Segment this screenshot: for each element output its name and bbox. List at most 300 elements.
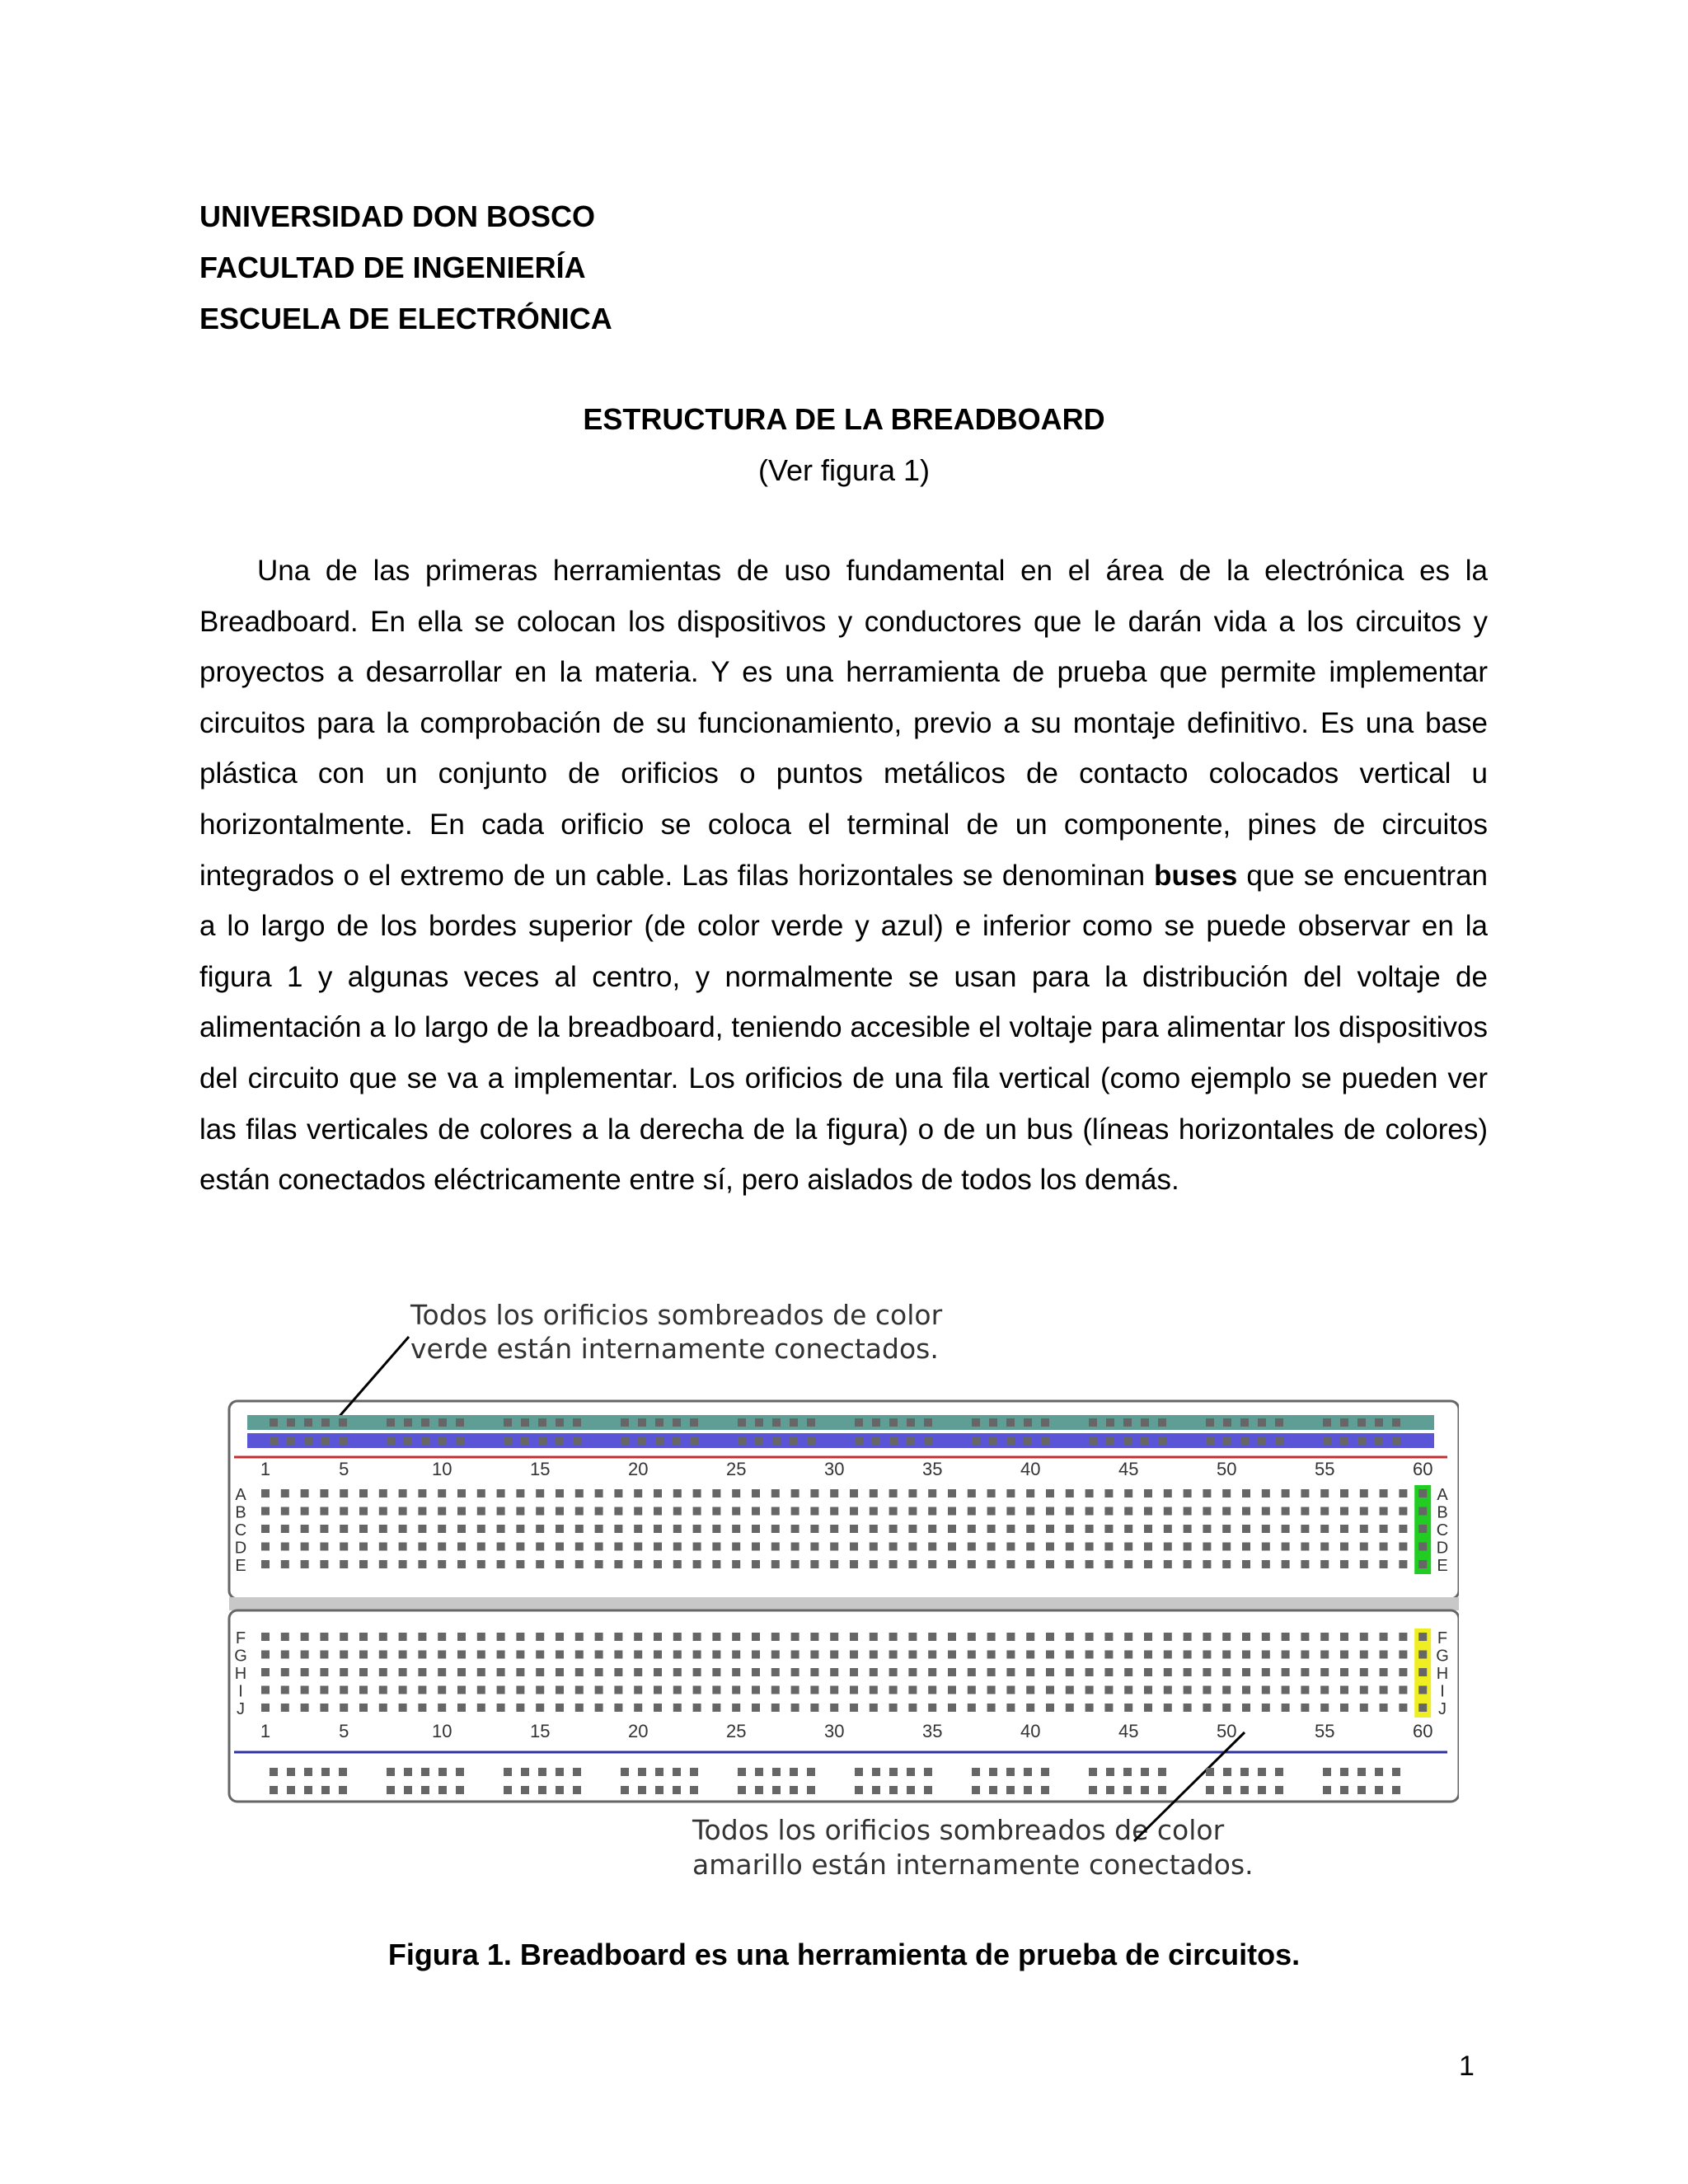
column-number-top: 55: [1314, 1459, 1335, 1479]
page-number: 1: [1459, 2050, 1475, 2082]
terminal-bottom-hole: [771, 1668, 780, 1676]
terminal-bottom-hole: [556, 1651, 564, 1659]
terminal-top-hole: [1340, 1507, 1348, 1516]
terminal-bottom-hole: [908, 1651, 917, 1659]
terminal-top-hole: [771, 1560, 780, 1568]
bus-top-blue-hole: [1206, 1436, 1214, 1445]
bus-bottom-1-hole: [655, 1768, 663, 1776]
terminal-top-hole: [1262, 1543, 1270, 1551]
terminal-top-hole: [1085, 1560, 1094, 1568]
terminal-top-hole: [1301, 1507, 1309, 1516]
terminal-bottom-hole: [1184, 1651, 1192, 1659]
terminal-bottom-hole: [1085, 1633, 1094, 1641]
terminal-top-hole: [889, 1543, 898, 1551]
terminal-top-hole: [732, 1560, 740, 1568]
terminal-bottom-hole: [1222, 1686, 1231, 1694]
bus-top-green-hole: [855, 1418, 863, 1427]
terminal-bottom-hole: [693, 1633, 701, 1641]
bus-bottom-2-hole: [807, 1786, 815, 1794]
terminal-top-hole: [693, 1560, 701, 1568]
terminal-top-hole: [1222, 1525, 1231, 1533]
figure-caption: Figura 1. Breadboard es una herramienta de prueba de circuitos.: [387, 1938, 1301, 1971]
terminal-bottom-hole: [908, 1704, 917, 1712]
terminal-bottom-hole: [457, 1668, 466, 1676]
bus-bottom-1-hole: [321, 1768, 330, 1776]
bus-top-green-hole: [1340, 1418, 1348, 1427]
terminal-bottom-hole: [889, 1633, 898, 1641]
bus-bottom-2-hole: [673, 1786, 681, 1794]
terminal-bottom-hole: [693, 1686, 701, 1694]
terminal-bottom-row-letter-left: I: [238, 1682, 243, 1701]
terminal-bottom-hole: [281, 1651, 289, 1659]
terminal-bottom-row-letter-right: F: [1437, 1629, 1448, 1647]
terminal-top-row-letter-right: C: [1436, 1521, 1449, 1540]
terminal-top-hole: [791, 1525, 799, 1533]
terminal-top-hole: [1399, 1507, 1407, 1516]
column-number-top: 5: [339, 1459, 349, 1479]
terminal-bottom-hole: [791, 1668, 799, 1676]
terminal-bottom-hole: [1301, 1633, 1309, 1641]
terminal-bottom-hole: [1320, 1704, 1329, 1712]
board-top-outline: [229, 1401, 1459, 1599]
terminal-top-hole: [1340, 1525, 1348, 1533]
terminal-top-hole: [1164, 1560, 1172, 1568]
bus-bottom-2-hole: [855, 1786, 863, 1794]
terminal-top-hole: [418, 1560, 426, 1568]
bus-top-blue-hole: [972, 1436, 980, 1445]
bus-bottom-2-hole: [270, 1786, 278, 1794]
bus-bottom-1-hole: [287, 1768, 295, 1776]
terminal-bottom-hole: [497, 1704, 505, 1712]
terminal-bottom-hole: [1399, 1686, 1407, 1694]
terminal-top-hole: [1066, 1543, 1074, 1551]
terminal-bottom-hole: [1320, 1651, 1329, 1659]
terminal-top-hole: [359, 1507, 368, 1516]
terminal-top-hole: [732, 1525, 740, 1533]
terminal-top-hole: [1360, 1525, 1368, 1533]
terminal-top-hole: [987, 1507, 996, 1516]
bus-top-blue-hole: [1275, 1436, 1283, 1445]
bus-bottom-1-hole: [1357, 1768, 1366, 1776]
terminal-bottom-hole: [1144, 1668, 1152, 1676]
terminal-top-hole: [379, 1525, 387, 1533]
column-number-bottom: 10: [431, 1721, 452, 1741]
terminal-bottom-hole: [340, 1633, 348, 1641]
column-number-bottom: 55: [1314, 1721, 1335, 1741]
terminal-top-row-letter-left: E: [235, 1557, 246, 1575]
terminal-top-hole: [634, 1489, 642, 1497]
terminal-bottom-hole: [1046, 1704, 1054, 1712]
bus-top-green-hole: [538, 1418, 546, 1427]
bus-top-green-hole: [1392, 1418, 1400, 1427]
terminal-bottom-hole: [301, 1633, 309, 1641]
terminal-bottom-hole: [1301, 1704, 1309, 1712]
terminal-top-hole: [399, 1507, 407, 1516]
bus-bottom-2-hole: [772, 1786, 781, 1794]
terminal-bottom-hole: [712, 1668, 720, 1676]
bus-bottom-2-hole: [972, 1786, 980, 1794]
terminal-top-hole: [516, 1507, 524, 1516]
terminal-top-hole: [1340, 1543, 1348, 1551]
terminal-top-row-letter-right: B: [1437, 1503, 1448, 1522]
terminal-bottom-hole: [536, 1633, 544, 1641]
terminal-top-hole: [1320, 1560, 1329, 1568]
terminal-bottom-hole: [928, 1651, 936, 1659]
bus-top-blue-hole: [889, 1436, 898, 1445]
terminal-top-hole: [948, 1507, 956, 1516]
bus-bottom-2-hole: [1240, 1786, 1249, 1794]
terminal-bottom-hole: [634, 1651, 642, 1659]
terminal-bottom-hole: [1380, 1704, 1388, 1712]
university-name: UNIVERSIDAD DON BOSCO: [199, 199, 596, 233]
terminal-bottom-hole: [1360, 1651, 1368, 1659]
bus-top-green-hole: [573, 1418, 581, 1427]
terminal-top-hole: [497, 1525, 505, 1533]
terminal-top-hole: [1026, 1543, 1034, 1551]
terminal-top-hole: [693, 1489, 701, 1497]
terminal-top-hole: [1222, 1543, 1231, 1551]
bus-top-green-hole: [521, 1418, 529, 1427]
terminal-bottom-hole: [1006, 1704, 1015, 1712]
bus-bottom-2-hole: [755, 1786, 763, 1794]
terminal-top-hole: [968, 1507, 976, 1516]
column-number-bottom: 30: [823, 1721, 845, 1741]
terminal-bottom-hole: [1026, 1704, 1034, 1712]
terminal-top-hole: [1026, 1560, 1034, 1568]
bus-top-green-hole: [621, 1418, 629, 1427]
terminal-bottom-hole: [752, 1704, 760, 1712]
terminal-top-hole: [1320, 1525, 1329, 1533]
bus-top-blue-hole: [538, 1436, 546, 1445]
terminal-top-hole: [1184, 1543, 1192, 1551]
terminal-top-hole: [850, 1525, 858, 1533]
terminal-bottom-hole: [1085, 1704, 1094, 1712]
terminal-top-hole: [281, 1489, 289, 1497]
terminal-top-hole: [870, 1507, 878, 1516]
bus-bottom-1-hole: [1041, 1768, 1049, 1776]
bus-bottom-2-hole: [538, 1786, 546, 1794]
document-title: ESTRUCTURA DE LA BREADBOARD: [583, 402, 1105, 436]
bus-top-green-hole: [387, 1418, 395, 1427]
terminal-bottom-hole: [928, 1633, 936, 1641]
terminal-top-hole: [281, 1507, 289, 1516]
terminal-top-hole: [1380, 1543, 1388, 1551]
terminal-top-hole: [261, 1543, 270, 1551]
terminal-bottom-hole: [556, 1686, 564, 1694]
terminal-bottom-hole: [457, 1651, 466, 1659]
terminal-bottom-hole: [948, 1686, 956, 1694]
bus-top-green-hole: [456, 1418, 464, 1427]
terminal-bottom-hole: [810, 1651, 818, 1659]
terminal-bottom-hole: [1085, 1651, 1094, 1659]
terminal-top-hole: [732, 1543, 740, 1551]
bus-top-green-hole: [1089, 1418, 1097, 1427]
terminal-top-hole: [968, 1525, 976, 1533]
bus-bottom-1-hole: [1275, 1768, 1283, 1776]
terminal-bottom-hole: [1340, 1704, 1348, 1712]
terminal-top-hole: [1124, 1507, 1132, 1516]
bus-bottom-1-hole: [1323, 1768, 1331, 1776]
terminal-top-hole: [614, 1560, 622, 1568]
terminal-top-hole: [1399, 1525, 1407, 1533]
terminal-top-hole: [1066, 1560, 1074, 1568]
terminal-top-hole: [810, 1543, 818, 1551]
terminal-top-hole: [771, 1489, 780, 1497]
terminal-bottom-hole: [830, 1633, 838, 1641]
terminal-top-hole: [987, 1560, 996, 1568]
terminal-top-hole: [1418, 1560, 1427, 1568]
terminal-top-hole: [320, 1525, 328, 1533]
terminal-top-hole: [1144, 1507, 1152, 1516]
terminal-top-hole: [830, 1525, 838, 1533]
bus-top-blue-hole: [304, 1436, 312, 1445]
terminal-bottom-hole: [1360, 1686, 1368, 1694]
terminal-bottom-hole: [379, 1633, 387, 1641]
terminal-top-hole: [987, 1525, 996, 1533]
terminal-top-hole: [418, 1543, 426, 1551]
bus-top-green-hole: [1006, 1418, 1015, 1427]
terminal-bottom-hole: [928, 1686, 936, 1694]
terminal-top-hole: [1203, 1543, 1211, 1551]
bus-top-blue-hole: [556, 1436, 564, 1445]
terminal-top-hole: [1066, 1507, 1074, 1516]
terminal-top-hole: [497, 1543, 505, 1551]
bus-top-blue-hole: [1006, 1436, 1015, 1445]
terminal-bottom-hole: [870, 1633, 878, 1641]
terminal-top-hole: [614, 1489, 622, 1497]
terminal-bottom-hole: [1262, 1704, 1270, 1712]
terminal-bottom-hole: [968, 1668, 976, 1676]
terminal-bottom-hole: [1282, 1704, 1290, 1712]
terminal-bottom-hole: [968, 1633, 976, 1641]
terminal-top-hole: [1262, 1489, 1270, 1497]
bus-top-blue-hole: [339, 1436, 347, 1445]
terminal-bottom-hole: [1006, 1633, 1015, 1641]
terminal-top-hole: [536, 1525, 544, 1533]
terminal-top-hole: [359, 1543, 368, 1551]
bus-bottom-2-hole: [638, 1786, 646, 1794]
terminal-bottom-hole: [1320, 1633, 1329, 1641]
terminal-top-hole: [477, 1543, 485, 1551]
terminal-top-hole: [1144, 1543, 1152, 1551]
terminal-bottom-hole: [968, 1686, 976, 1694]
terminal-bottom-hole: [673, 1686, 682, 1694]
terminal-bottom-hole: [438, 1651, 446, 1659]
terminal-top-hole: [968, 1543, 976, 1551]
bus-top-green-hole: [1024, 1418, 1032, 1427]
bus-top-blue-hole: [1024, 1436, 1032, 1445]
terminal-top-hole: [575, 1489, 584, 1497]
terminal-bottom-hole: [614, 1633, 622, 1641]
bus-bottom-2-hole: [738, 1786, 746, 1794]
terminal-top-hole: [595, 1489, 603, 1497]
terminal-bottom-hole: [830, 1686, 838, 1694]
bus-top-blue-hole: [421, 1436, 429, 1445]
terminal-bottom-hole: [948, 1704, 956, 1712]
terminal-bottom-hole: [1104, 1633, 1113, 1641]
terminal-top-hole: [870, 1560, 878, 1568]
terminal-top-hole: [1380, 1507, 1388, 1516]
bus-bottom-2-hole: [573, 1786, 581, 1794]
column-number-bottom: 35: [921, 1721, 943, 1741]
terminal-bottom-hole: [908, 1633, 917, 1641]
column-number-bottom: 1: [260, 1721, 271, 1741]
terminal-bottom-hole: [379, 1668, 387, 1676]
column-number-top: 35: [921, 1459, 943, 1479]
terminal-top-hole: [1006, 1489, 1015, 1497]
terminal-bottom-hole: [968, 1704, 976, 1712]
bus-bottom-1-hole: [790, 1768, 798, 1776]
terminal-bottom-hole: [1282, 1633, 1290, 1641]
terminal-bottom-hole: [418, 1651, 426, 1659]
terminal-bottom-hole: [1399, 1668, 1407, 1676]
terminal-top-hole: [752, 1489, 760, 1497]
terminal-bottom-hole: [1085, 1686, 1094, 1694]
terminal-top-hole: [673, 1525, 682, 1533]
bus-top-green-hole: [738, 1418, 746, 1427]
bus-bottom-2-hole: [889, 1786, 898, 1794]
terminal-bottom-hole: [614, 1651, 622, 1659]
terminal-top-hole: [418, 1507, 426, 1516]
terminal-top-hole: [1066, 1525, 1074, 1533]
terminal-top-hole: [1301, 1543, 1309, 1551]
terminal-bottom-hole: [1242, 1704, 1250, 1712]
terminal-bottom-hole: [752, 1651, 760, 1659]
terminal-bottom-hole: [1184, 1668, 1192, 1676]
terminal-top-hole: [1085, 1489, 1094, 1497]
terminal-top-hole: [477, 1525, 485, 1533]
terminal-top-hole: [497, 1489, 505, 1497]
terminal-bottom-hole: [477, 1651, 485, 1659]
terminal-bottom-hole: [1184, 1686, 1192, 1694]
terminal-bottom-hole: [654, 1633, 662, 1641]
bus-top-blue-hole: [738, 1436, 746, 1445]
terminal-bottom-hole: [1282, 1686, 1290, 1694]
terminal-bottom-hole: [1340, 1651, 1348, 1659]
bus-top-green-hole: [1106, 1418, 1114, 1427]
terminal-top-hole: [1301, 1525, 1309, 1533]
terminal-bottom-hole: [850, 1668, 858, 1676]
terminal-top-hole: [771, 1525, 780, 1533]
terminal-top-hole: [634, 1543, 642, 1551]
terminal-top-hole: [987, 1543, 996, 1551]
terminal-top-hole: [634, 1507, 642, 1516]
bus-bottom-2-hole: [1357, 1786, 1366, 1794]
terminal-bottom-hole: [1124, 1686, 1132, 1694]
terminal-top-hole: [1320, 1543, 1329, 1551]
terminal-bottom-hole: [575, 1668, 584, 1676]
terminal-top-hole: [340, 1525, 348, 1533]
terminal-top-hole: [1222, 1560, 1231, 1568]
bus-top-blue-hole: [287, 1436, 295, 1445]
terminal-top-hole: [1282, 1543, 1290, 1551]
terminal-bottom-hole: [516, 1633, 524, 1641]
terminal-top-hole: [497, 1507, 505, 1516]
terminal-top-hole: [359, 1525, 368, 1533]
terminal-bottom-hole: [1222, 1633, 1231, 1641]
bus-bottom-1-hole: [1223, 1768, 1231, 1776]
terminal-bottom-hole: [1418, 1651, 1427, 1659]
terminal-top-hole: [1046, 1560, 1054, 1568]
terminal-bottom-hole: [1380, 1651, 1388, 1659]
bus-bottom-1-hole: [1141, 1768, 1149, 1776]
terminal-top-hole: [654, 1507, 662, 1516]
bus-bottom-1-hole: [872, 1768, 880, 1776]
bus-bottom-1-hole: [989, 1768, 997, 1776]
terminal-bottom-hole: [889, 1686, 898, 1694]
terminal-top-hole: [1222, 1507, 1231, 1516]
terminal-bottom-hole: [654, 1704, 662, 1712]
bus-top-blue-hole: [573, 1436, 581, 1445]
terminal-top-hole: [477, 1560, 485, 1568]
terminal-bottom-hole: [1418, 1633, 1427, 1641]
bus-top-blue-hole: [655, 1436, 663, 1445]
terminal-bottom-hole: [614, 1704, 622, 1712]
bus-top-green-hole: [304, 1418, 312, 1427]
terminal-bottom-hole: [850, 1704, 858, 1712]
bus-top-blue-hole: [1041, 1436, 1049, 1445]
terminal-top-hole: [1380, 1560, 1388, 1568]
terminal-bottom-hole: [889, 1668, 898, 1676]
column-number-bottom: 60: [1412, 1721, 1433, 1741]
bus-bottom-1-hole: [673, 1768, 681, 1776]
bus-bottom-2-hole: [438, 1786, 447, 1794]
terminal-bottom-hole: [752, 1668, 760, 1676]
terminal-bottom-hole: [889, 1704, 898, 1712]
bus-bottom-2-hole: [1158, 1786, 1166, 1794]
terminal-bottom-hole: [399, 1704, 407, 1712]
terminal-bottom-hole: [1144, 1651, 1152, 1659]
terminal-top-hole: [870, 1489, 878, 1497]
bus-top-green-hole: [1275, 1418, 1283, 1427]
terminal-top-hole: [1418, 1507, 1427, 1516]
terminal-top-hole: [771, 1543, 780, 1551]
annotation-bottom-line-1: Todos los orificios sombreados de color: [692, 1814, 1225, 1846]
bus-top-blue-hole: [989, 1436, 997, 1445]
bus-bottom-1-hole: [1106, 1768, 1114, 1776]
bus-top-blue-hole: [924, 1436, 932, 1445]
bus-top-green-hole: [673, 1418, 681, 1427]
terminal-top-hole: [752, 1525, 760, 1533]
terminal-top-hole: [1184, 1507, 1192, 1516]
terminal-bottom-hole: [634, 1633, 642, 1641]
terminal-top-hole: [359, 1560, 368, 1568]
terminal-bottom-hole: [732, 1651, 740, 1659]
terminal-top-hole: [1203, 1507, 1211, 1516]
terminal-bottom-hole: [752, 1633, 760, 1641]
bus-top-blue-hole: [673, 1436, 681, 1445]
terminal-bottom-hole: [575, 1686, 584, 1694]
terminal-bottom-hole: [712, 1651, 720, 1659]
terminal-top-hole: [1164, 1525, 1172, 1533]
column-number-top: 40: [1020, 1459, 1041, 1479]
terminal-top-hole: [1222, 1489, 1231, 1497]
terminal-top-hole: [830, 1489, 838, 1497]
terminal-top-hole: [340, 1489, 348, 1497]
terminal-top-hole: [301, 1525, 309, 1533]
bus-bottom-1-hole: [972, 1768, 980, 1776]
terminal-bottom-hole: [1282, 1651, 1290, 1659]
terminal-top-hole: [320, 1507, 328, 1516]
bus-bottom-2-hole: [690, 1786, 698, 1794]
terminal-bottom-hole: [654, 1686, 662, 1694]
terminal-bottom-hole: [536, 1686, 544, 1694]
terminal-bottom-hole: [516, 1686, 524, 1694]
column-number-bottom: 50: [1216, 1721, 1237, 1741]
bus-bottom-1-hole: [1258, 1768, 1266, 1776]
terminal-top-hole: [712, 1489, 720, 1497]
terminal-bottom-hole: [301, 1686, 309, 1694]
